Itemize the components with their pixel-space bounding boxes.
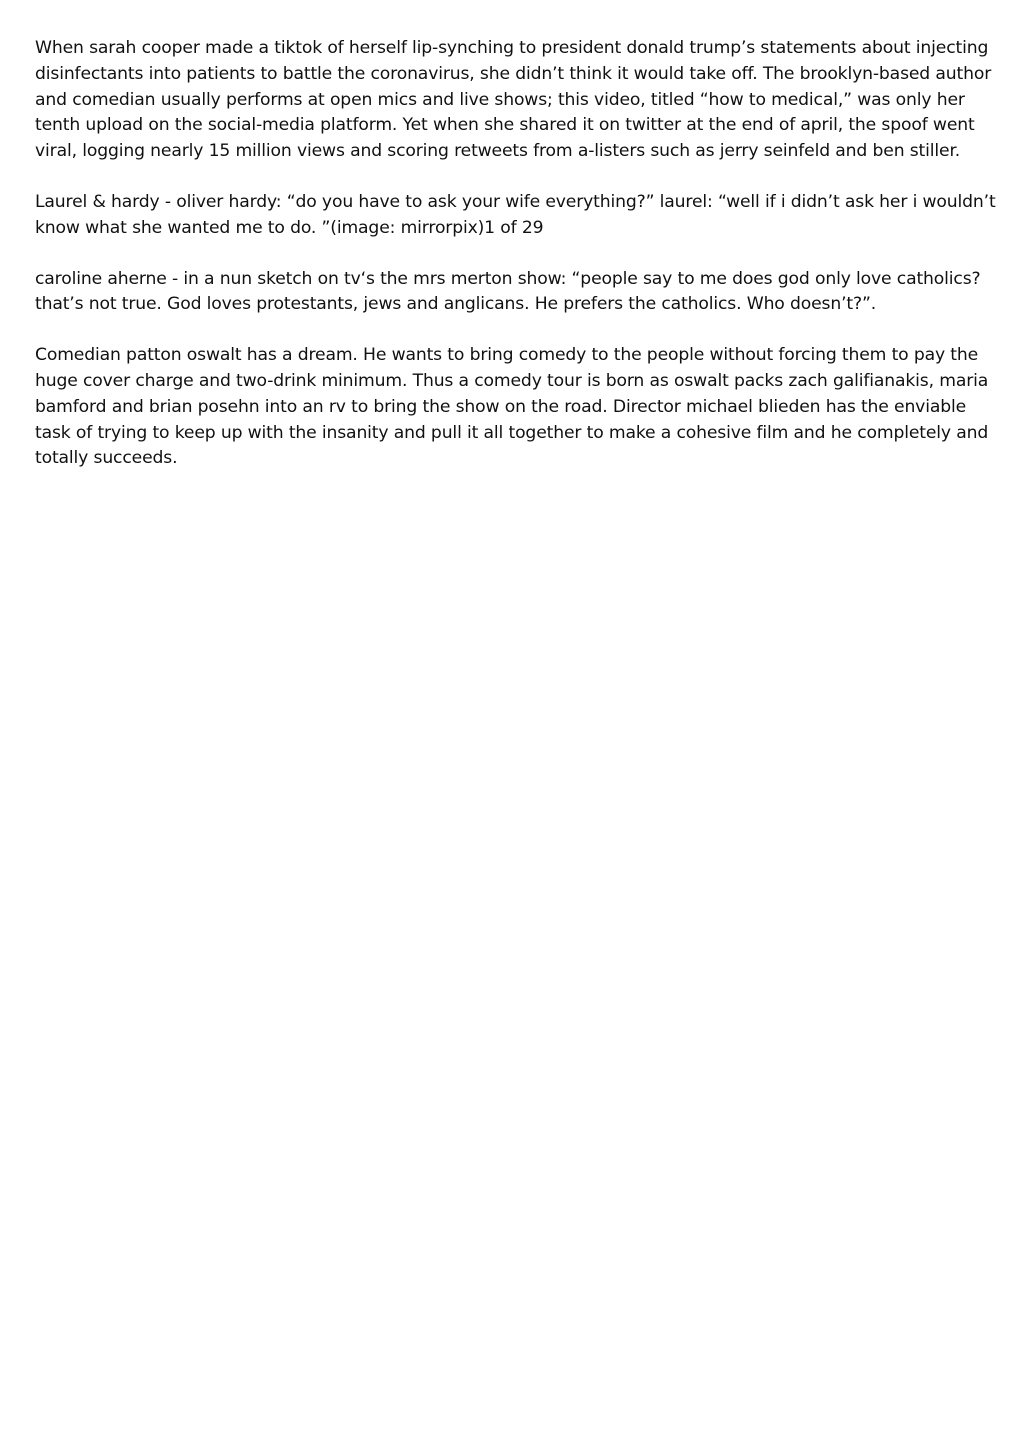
- paragraph-laurel-hardy: Laurel & hardy - oliver hardy: “do you have to ask your wife everything?” laurel: “well if i didn’t ask her i wouldn’t know what she wanted me to do. ”(image: mirrorpix)1 of 29: [35, 191, 996, 238]
- document-body: [35, 36, 997, 497]
- paragraph-caroline-aherne: caroline aherne - in a nun sketch on tv‘s the mrs merton show: “people say to me does god only love catholics? that’s not true. God loves protestants, jews and anglicans. He prefers the catholics. Who doesn’t?”.: [35, 268, 981, 315]
- paragraph-sarah-cooper: When sarah cooper made a tiktok of herself lip-synching to president donald trump’s statements about injecting disinfectants into patients to battle the coronavirus, she didn’t think it would take off. The brooklyn-based author and comedian usually performs at open mics and live shows; this video, titled “how to medical,” was only her tenth upload on the social-media platform. Yet when she shared it on twitter at the end of april, the spoof went viral, logging nearly 15 million views and scoring retweets from a-listers such as jerry seinfeld and ben stiller.: [35, 38, 992, 162]
- paragraph-patton-oswalt: Comedian patton oswalt has a dream. He wants to bring comedy to the people without forcing them to pay the huge cover charge and two-drink minimum. Thus a comedy tour is born as oswalt packs zach galifianakis, maria bamford and brian posehn into an rv to bring the show on the road. Director michael blieden has the enviable task of trying to keep up with the insanity and pull it all together to make a cohesive film and he completely and totally succeeds.: [35, 345, 989, 469]
